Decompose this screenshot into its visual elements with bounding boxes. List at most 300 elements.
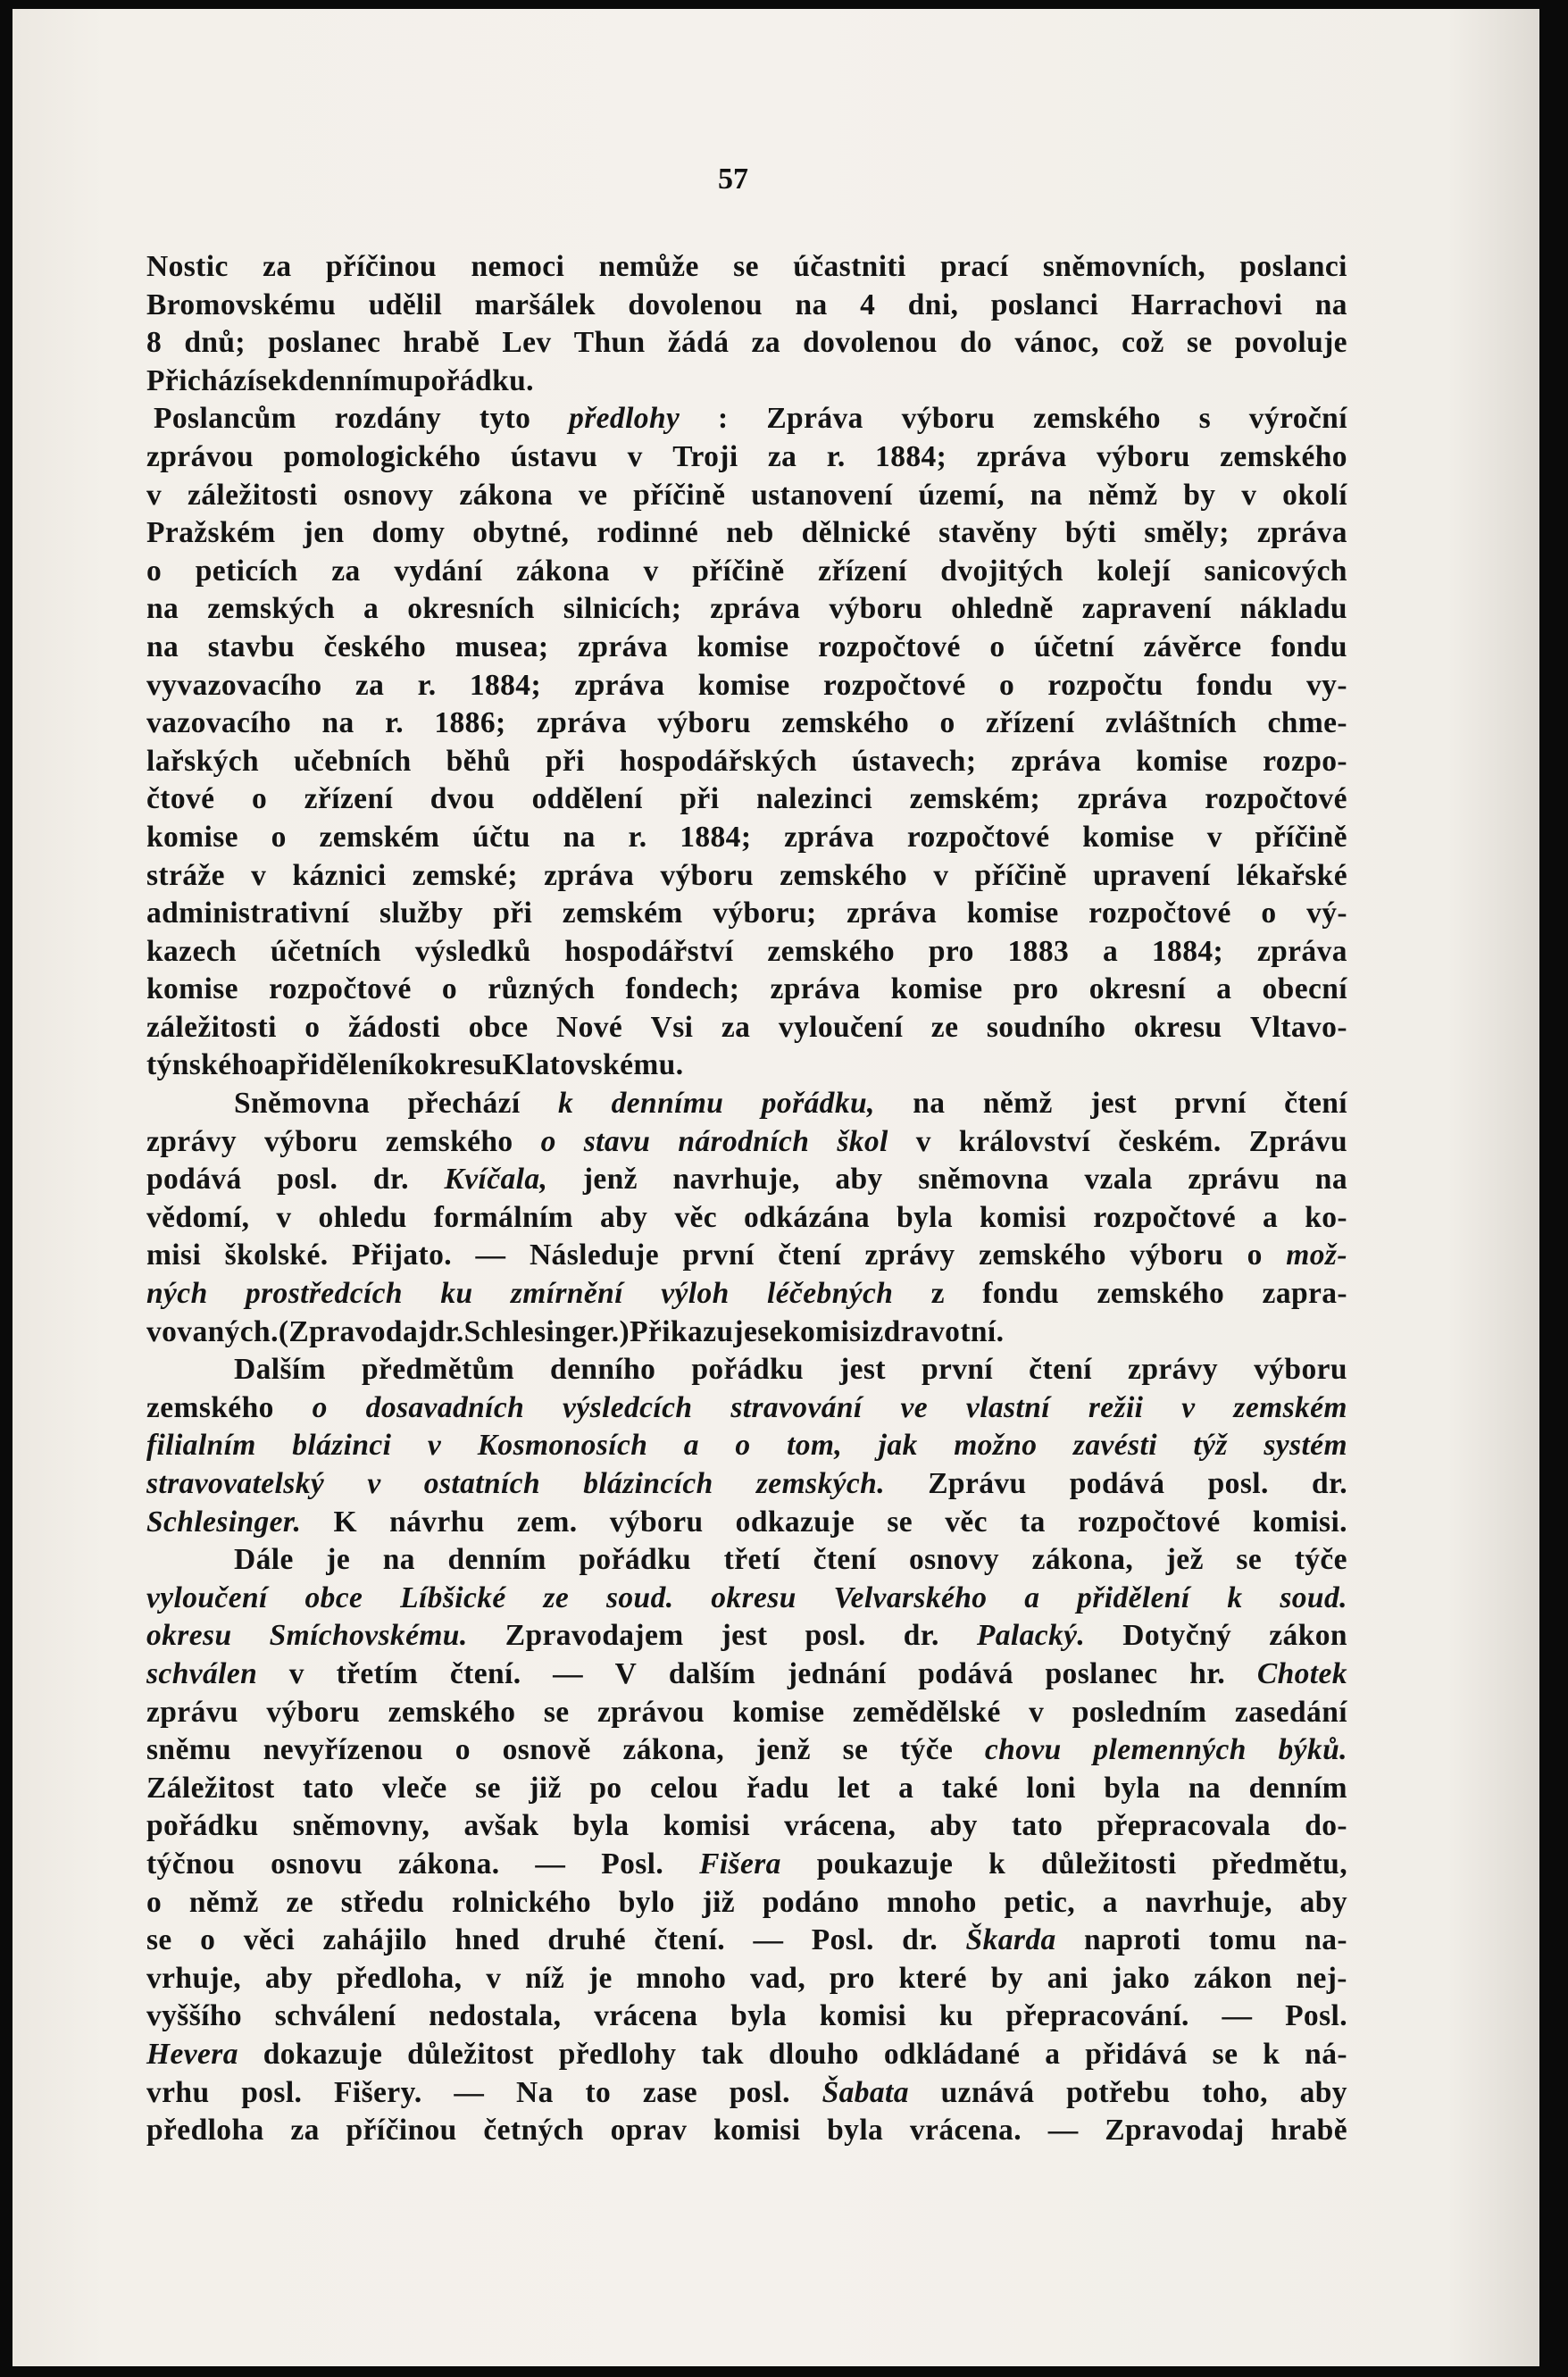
word: na — [563, 820, 596, 854]
text-line — [146, 1123, 1347, 1162]
word: v — [251, 858, 267, 892]
text-line — [146, 743, 1347, 781]
word: zemského — [979, 1239, 1106, 1272]
word: rozpočtu — [1047, 668, 1163, 702]
word: z — [930, 1277, 945, 1311]
word: — — [535, 1847, 566, 1881]
word: odkládané — [883, 2037, 1021, 2071]
word: pomologického — [283, 439, 481, 473]
word: zřízení — [985, 706, 1075, 740]
word: sněmovny, — [292, 1809, 430, 1843]
word: výboru — [264, 1124, 358, 1158]
word: zprávou — [596, 1695, 705, 1729]
word: káznici — [292, 858, 387, 892]
word: pořádku — [579, 1543, 692, 1577]
word: hospodářských — [619, 744, 817, 778]
word: rozpočtové — [1093, 1200, 1237, 1234]
text-line — [146, 1770, 1347, 1808]
text-line — [146, 1884, 1347, 1922]
word: běhů — [446, 744, 511, 778]
word: čtení — [778, 1239, 842, 1272]
word: výboru — [1254, 1353, 1347, 1387]
word: jenž — [755, 1733, 811, 1767]
word: dělnické — [801, 516, 911, 550]
word: — — [475, 1239, 506, 1272]
word: léčebných — [767, 1277, 894, 1311]
word: výboru — [901, 402, 996, 436]
word: které — [898, 1961, 967, 1995]
word: navrhuje, — [672, 1163, 800, 1197]
word: nedostala, — [429, 1999, 562, 2033]
word: 1884; — [1151, 934, 1224, 968]
word: na — [1314, 1163, 1347, 1197]
word: pro — [1013, 972, 1059, 1006]
word: výboru — [609, 1505, 704, 1539]
word: zemském — [319, 820, 440, 854]
text-line — [146, 287, 1347, 325]
word: již — [702, 1885, 736, 1919]
word: zpráva — [574, 668, 665, 702]
word: zákona. — [397, 1847, 500, 1881]
word: zpráva — [544, 858, 635, 892]
word: se — [757, 1314, 783, 1348]
word: komisi — [663, 1809, 751, 1843]
word: již — [529, 1771, 562, 1805]
word: a — [363, 592, 379, 626]
word: jež — [1165, 1543, 1204, 1577]
word: českého — [323, 630, 427, 663]
word: celou — [650, 1771, 719, 1805]
word: třetím — [336, 1656, 419, 1690]
word: za — [721, 1010, 751, 1044]
word: na — [146, 592, 179, 626]
word: možno — [954, 1429, 1038, 1463]
word: aby — [599, 1200, 648, 1234]
word: soudního — [986, 1010, 1106, 1044]
word: druhé — [547, 1923, 627, 1957]
word: pořádku — [146, 1809, 259, 1843]
word: Thun — [573, 326, 646, 360]
word: ve — [900, 1390, 929, 1424]
word: fondech; — [625, 972, 740, 1006]
word: na — [321, 706, 354, 740]
word: mnoho — [887, 1885, 977, 1919]
word: aby — [835, 1163, 883, 1197]
word: k — [1263, 2037, 1280, 2071]
word: peticích — [195, 554, 298, 588]
text-line — [146, 1807, 1347, 1846]
text-line — [146, 780, 1347, 819]
word: aby — [1299, 1885, 1347, 1919]
word: v — [146, 478, 163, 512]
word: vzala — [1084, 1163, 1153, 1197]
word: Lev — [502, 326, 552, 360]
word: zprávy — [864, 1239, 955, 1272]
word: nákladu — [1239, 592, 1347, 626]
word: a — [1045, 2037, 1061, 2071]
word: zpráva — [784, 820, 875, 854]
word: v — [1181, 1390, 1196, 1424]
word: výboru — [266, 1695, 361, 1729]
word: zprávy — [1128, 1353, 1219, 1387]
word: a — [1024, 1580, 1040, 1614]
word: přechází — [407, 1087, 521, 1121]
word: posl. — [805, 1619, 866, 1653]
word: nevyřízenou — [263, 1733, 424, 1767]
word: toho, — [1202, 2075, 1268, 2109]
word: je — [326, 1543, 351, 1577]
word: k — [280, 363, 299, 397]
text-line — [146, 857, 1347, 896]
word: zákona, — [622, 1733, 725, 1767]
word: posl. — [1207, 1467, 1269, 1500]
word: — — [553, 1656, 584, 1690]
text-line — [146, 933, 1347, 972]
text-line — [146, 1998, 1347, 2036]
word: zemského — [781, 706, 910, 740]
word: oddělení — [531, 782, 643, 816]
word: dennímu — [298, 363, 414, 397]
text-line — [146, 629, 1347, 667]
word: Harrachovi — [1130, 288, 1283, 321]
text-line — [146, 819, 1347, 857]
word: komisi — [819, 1999, 907, 2033]
word: (Zpravodaj — [278, 1314, 429, 1348]
word: žádá — [667, 326, 730, 360]
word: národních — [678, 1124, 810, 1158]
word: vyloučení — [146, 1580, 268, 1614]
word: záležitosti — [187, 478, 318, 512]
word: Sněmovna — [234, 1087, 371, 1121]
word: příčině — [692, 554, 785, 588]
word: nemůže — [598, 250, 699, 283]
word: zasedání — [1234, 1695, 1347, 1729]
word: oprav — [610, 2114, 688, 2148]
word: byla — [730, 1999, 788, 2033]
word: soud. — [1280, 1580, 1347, 1614]
word: stavěny — [938, 516, 1038, 550]
word: zapra- — [1262, 1277, 1347, 1311]
word: zdravotní. — [870, 1314, 1005, 1348]
word: denním — [447, 1543, 546, 1577]
word: mnoho — [636, 1961, 727, 1995]
word: předloha — [146, 2114, 264, 2148]
word: vrácena — [594, 1999, 698, 2033]
word: první — [1174, 1087, 1247, 1121]
word: vrhuje, — [146, 1961, 242, 1995]
word: zavésti — [1072, 1429, 1157, 1463]
word: čtení — [1029, 1353, 1093, 1387]
word: po — [589, 1771, 622, 1805]
word: zemského — [780, 858, 908, 892]
word: na- — [1305, 1923, 1347, 1957]
word: rozpočtové — [818, 630, 961, 663]
word: zákona — [459, 478, 554, 512]
word: ko- — [1305, 1200, 1347, 1234]
word: 8 — [146, 326, 163, 360]
word: první — [682, 1239, 755, 1272]
word: zemského — [1033, 402, 1161, 436]
word: Zpravodajem — [505, 1619, 684, 1653]
word: zpráva — [1011, 744, 1102, 778]
word: fondu — [1196, 668, 1273, 702]
word: zpráva — [770, 972, 861, 1006]
word: pro — [928, 934, 974, 968]
word: zemského — [767, 934, 896, 968]
word: a — [1216, 972, 1232, 1006]
word: zahájilo — [322, 1923, 428, 1957]
word: ohledu — [318, 1200, 407, 1234]
word: na — [795, 288, 828, 321]
word: poslanci — [990, 288, 1099, 321]
word: výroční — [1248, 402, 1347, 436]
word: níž — [525, 1961, 565, 1995]
word: Škarda — [965, 1923, 1056, 1957]
word: dvojitých — [940, 554, 1063, 588]
word: příčinou — [346, 2114, 457, 2148]
word: stráže — [146, 858, 225, 892]
word: komise — [1136, 744, 1229, 778]
word: výboru; — [713, 897, 817, 930]
word: výloh — [661, 1277, 730, 1311]
word: dosavadních — [365, 1390, 525, 1424]
word: ustanovení — [751, 478, 893, 512]
word: k — [1227, 1580, 1243, 1614]
word: Dotyčný — [1122, 1619, 1232, 1653]
word: Nové — [555, 1010, 623, 1044]
word: rodinné — [596, 516, 699, 550]
word: posledním — [1072, 1695, 1207, 1729]
word: Zpravodaj — [1105, 2114, 1245, 2148]
word: komise — [697, 668, 790, 702]
word: čtení. — [449, 1656, 521, 1690]
word: o — [540, 1124, 556, 1158]
word: K — [333, 1505, 357, 1539]
page-number: 57 — [718, 163, 748, 196]
word: zpráva — [578, 630, 669, 663]
word: ani — [1047, 1961, 1088, 1995]
word: četných — [483, 2114, 584, 2148]
text-line — [146, 477, 1347, 515]
text-line — [146, 1047, 1347, 1085]
word: zákona — [516, 554, 610, 588]
text-line — [146, 1161, 1347, 1199]
word: Posl. — [1285, 1999, 1347, 2033]
word: účtu — [472, 820, 530, 854]
word: vrhu — [146, 2075, 210, 2109]
word: předloha, — [337, 1961, 463, 1995]
word: Bromovskému — [146, 288, 337, 321]
word: na — [1030, 478, 1063, 512]
word: ných — [146, 1277, 208, 1311]
word: soud. — [605, 1580, 674, 1614]
word: o — [998, 668, 1015, 702]
word: přidává — [1085, 2037, 1188, 2071]
word: o — [312, 1390, 328, 1424]
word: Fišery. — [334, 2075, 422, 2109]
word: musea; — [455, 630, 549, 663]
word: se — [733, 250, 759, 283]
word: petic, — [1004, 1885, 1076, 1919]
word: komise — [1082, 820, 1175, 854]
text-line — [146, 895, 1347, 933]
word: okolí — [1282, 478, 1347, 512]
text-line — [146, 1731, 1347, 1770]
word: čtení — [1284, 1087, 1347, 1121]
text-line — [146, 1009, 1347, 1047]
word: Troji — [672, 439, 738, 473]
word: byla — [896, 1200, 954, 1234]
word: ku — [440, 1277, 473, 1311]
word: posl. — [729, 2075, 790, 2109]
word: výboru — [660, 858, 755, 892]
word: týčnou — [146, 1847, 236, 1881]
text-line — [146, 1580, 1347, 1618]
word: zpráva — [1256, 934, 1347, 968]
word: při — [545, 744, 585, 778]
word: v — [1206, 820, 1222, 854]
word: fondu — [982, 1277, 1060, 1311]
word: blázinci — [292, 1429, 392, 1463]
word: zřízení — [818, 554, 907, 588]
word: byla — [572, 1809, 630, 1843]
word: škol — [837, 1124, 888, 1158]
text-line — [146, 590, 1347, 629]
word: v — [1241, 478, 1257, 512]
word: administrativní — [146, 897, 350, 930]
word: českém. — [1118, 1124, 1222, 1158]
word: Šabata — [822, 2075, 909, 2109]
word: podává — [1069, 1467, 1165, 1500]
word: se — [1236, 1543, 1263, 1577]
word: kazech — [146, 934, 238, 968]
word: ústavech; — [851, 744, 977, 778]
word: Fišera — [699, 1847, 781, 1881]
word: věc — [674, 1200, 718, 1234]
text-line — [146, 1922, 1347, 1960]
word: schválení — [274, 1999, 396, 2033]
word: předlohy — [569, 402, 680, 436]
word: první — [921, 1353, 994, 1387]
word: chme- — [1267, 706, 1347, 740]
word: domy — [371, 516, 446, 550]
word: V — [614, 1656, 638, 1690]
word: zapravení — [1081, 592, 1212, 626]
word: stavbu — [207, 630, 296, 663]
text-line — [146, 667, 1347, 705]
text-line — [146, 324, 1347, 363]
word: za — [751, 326, 780, 360]
word: filialním — [146, 1429, 256, 1463]
word: závěrce — [1143, 630, 1242, 663]
word: účetních — [270, 934, 381, 968]
word: by — [1183, 478, 1216, 512]
word: rozpočtové — [269, 972, 412, 1006]
word: o — [146, 554, 163, 588]
text-line — [146, 1314, 1347, 1352]
word: poslanec — [268, 326, 381, 360]
word: Posl. — [811, 1923, 874, 1957]
text-line — [146, 1085, 1347, 1123]
word: okresu — [146, 1619, 232, 1653]
word: dnů; — [184, 326, 246, 360]
word: odkazuje — [735, 1505, 855, 1539]
word: příčinou — [325, 250, 438, 283]
text-line — [146, 971, 1347, 1009]
word: Zpráva — [766, 402, 863, 436]
word: zemských. — [755, 1467, 885, 1500]
word: a — [683, 1429, 699, 1463]
text-line — [146, 705, 1347, 743]
text-line — [146, 1504, 1347, 1542]
word: čtové — [146, 782, 215, 816]
word: býti — [1064, 516, 1117, 550]
word: služby — [379, 897, 463, 930]
word: Pražském — [146, 516, 276, 550]
text-line — [146, 2074, 1347, 2113]
word: jest — [1090, 1087, 1138, 1121]
word: dalším — [668, 1656, 756, 1690]
word: tato — [1011, 1809, 1063, 1843]
word: dovolenou — [803, 326, 938, 360]
word: území, — [918, 478, 1005, 512]
word: rozpočtové — [822, 668, 966, 702]
word: vydání — [394, 554, 483, 588]
word: se — [255, 363, 281, 397]
word: 1884; — [680, 820, 752, 854]
word: týž — [1193, 1429, 1228, 1463]
word: dr. — [1311, 1467, 1347, 1500]
word: zmírnění — [510, 1277, 623, 1311]
word: naproti — [1084, 1923, 1181, 1957]
word: se — [543, 1695, 570, 1729]
word: za — [767, 439, 797, 473]
word: zemského — [1097, 1277, 1225, 1311]
word: Velvarského — [833, 1580, 988, 1614]
word: předmětům — [361, 1353, 515, 1387]
word: Poslancům — [154, 402, 296, 436]
word: za — [331, 554, 361, 588]
word: osnovu — [271, 1847, 363, 1881]
word: řadu — [746, 1771, 810, 1805]
word: obecní — [1262, 972, 1347, 1006]
word: posl. — [277, 1163, 338, 1197]
word: výboru — [1096, 439, 1190, 473]
word: jen — [303, 516, 345, 550]
word: zpráva — [710, 592, 801, 626]
word: se — [146, 1923, 172, 1957]
word: nej- — [1296, 1961, 1347, 1995]
word: o — [304, 1010, 321, 1044]
word: Na — [516, 2075, 554, 2109]
word: vrácena. — [909, 2114, 1022, 2148]
word: prostředcích — [245, 1277, 403, 1311]
word: sněmovna — [918, 1163, 1049, 1197]
word: jak — [878, 1429, 918, 1463]
text-line — [146, 1237, 1347, 1275]
word: zpráva — [976, 439, 1067, 473]
word: němž — [188, 1885, 259, 1919]
word: a — [898, 1771, 914, 1805]
word: jednání — [787, 1656, 887, 1690]
word: to — [585, 2075, 612, 2109]
word: důležitosti — [1041, 1847, 1177, 1881]
word: rozdány — [334, 402, 442, 436]
word: 1886; — [434, 706, 506, 740]
word: v — [276, 1200, 292, 1234]
word: — — [753, 1923, 784, 1957]
word: dr. — [428, 1314, 464, 1348]
